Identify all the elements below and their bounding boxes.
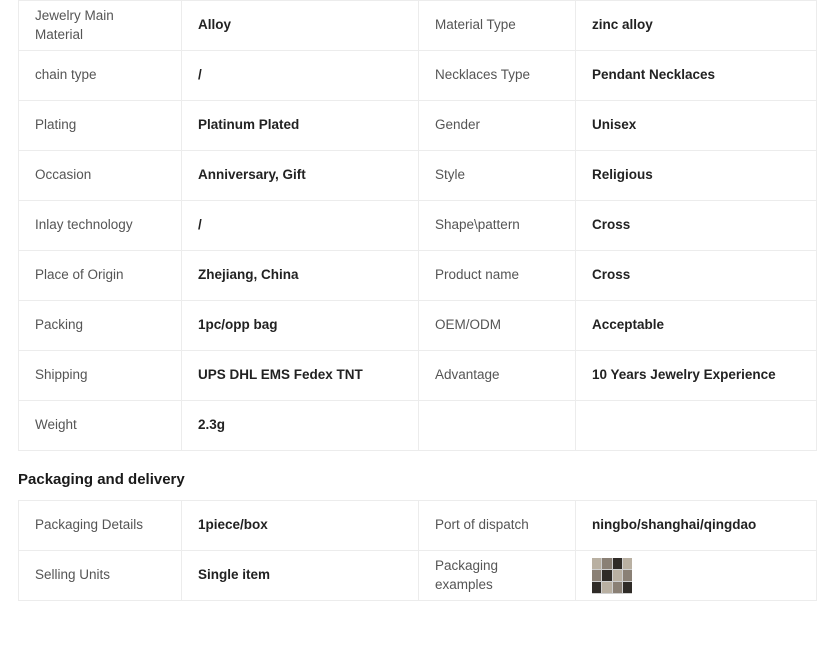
spec-label: Plating: [19, 101, 182, 151]
spec-value: Unisex: [576, 101, 817, 151]
packaging-label: Packaging examples: [419, 551, 576, 601]
specification-table: [18, 0, 817, 451]
spec-label: chain type: [19, 51, 182, 101]
table-row: [19, 551, 817, 601]
spec-value: Zhejiang, China: [182, 251, 419, 301]
spec-label: Necklaces Type: [419, 51, 576, 101]
spec-value: /: [182, 201, 419, 251]
spec-label: Inlay technology: [19, 201, 182, 251]
spec-label: Shipping: [19, 351, 182, 401]
spec-value: Anniversary, Gift: [182, 151, 419, 201]
spec-value: Cross: [576, 251, 817, 301]
spec-label: Material Type: [419, 1, 576, 51]
spec-value: 10 Years Jewelry Experience: [576, 351, 817, 401]
spec-label: [419, 401, 576, 451]
spec-value: Platinum Plated: [182, 101, 419, 151]
spec-label: Jewelry Main Material: [19, 1, 182, 51]
spec-value: UPS DHL EMS Fedex TNT: [182, 351, 419, 401]
spec-value: [576, 401, 817, 451]
spec-value: Cross: [576, 201, 817, 251]
spec-value: zinc alloy: [576, 1, 817, 51]
table-row: [19, 1, 817, 51]
spec-value: 2.3g: [182, 401, 419, 451]
packaging-table: [18, 500, 817, 601]
spec-label: OEM/ODM: [419, 301, 576, 351]
spec-label: Packing: [19, 301, 182, 351]
table-row: [19, 201, 817, 251]
spec-value: Pendant Necklaces: [576, 51, 817, 101]
spec-value: 1pc/opp bag: [182, 301, 419, 351]
spec-value: Acceptable: [576, 301, 817, 351]
spec-label: Place of Origin: [19, 251, 182, 301]
packaging-label: Port of dispatch: [419, 501, 576, 551]
packaging-value: 1piece/box: [182, 501, 419, 551]
spec-value: Alloy: [182, 1, 419, 51]
spec-label: Gender: [419, 101, 576, 151]
packaging-value: Single item: [182, 551, 419, 601]
spec-label: Advantage: [419, 351, 576, 401]
table-row: [19, 151, 817, 201]
spec-label: Weight: [19, 401, 182, 451]
spec-label: Product name: [419, 251, 576, 301]
table-row: [19, 251, 817, 301]
table-row: [19, 51, 817, 101]
spec-value: Religious: [576, 151, 817, 201]
packaging-section-title: Packaging and delivery: [18, 471, 185, 488]
spec-value: /: [182, 51, 419, 101]
packaging-example-cell: [576, 551, 817, 601]
table-row: [19, 101, 817, 151]
packaging-label: Selling Units: [19, 551, 182, 601]
packaging-label: Packaging Details: [19, 501, 182, 551]
table-row: [19, 301, 817, 351]
packaging-value: ningbo/shanghai/qingdao: [576, 501, 817, 551]
spec-label: Style: [419, 151, 576, 201]
table-row: [19, 351, 817, 401]
table-row: [19, 401, 817, 451]
spec-label: Occasion: [19, 151, 182, 201]
packaging-example-image: [592, 558, 632, 594]
table-row: [19, 501, 817, 551]
spec-label: Shape\pattern: [419, 201, 576, 251]
